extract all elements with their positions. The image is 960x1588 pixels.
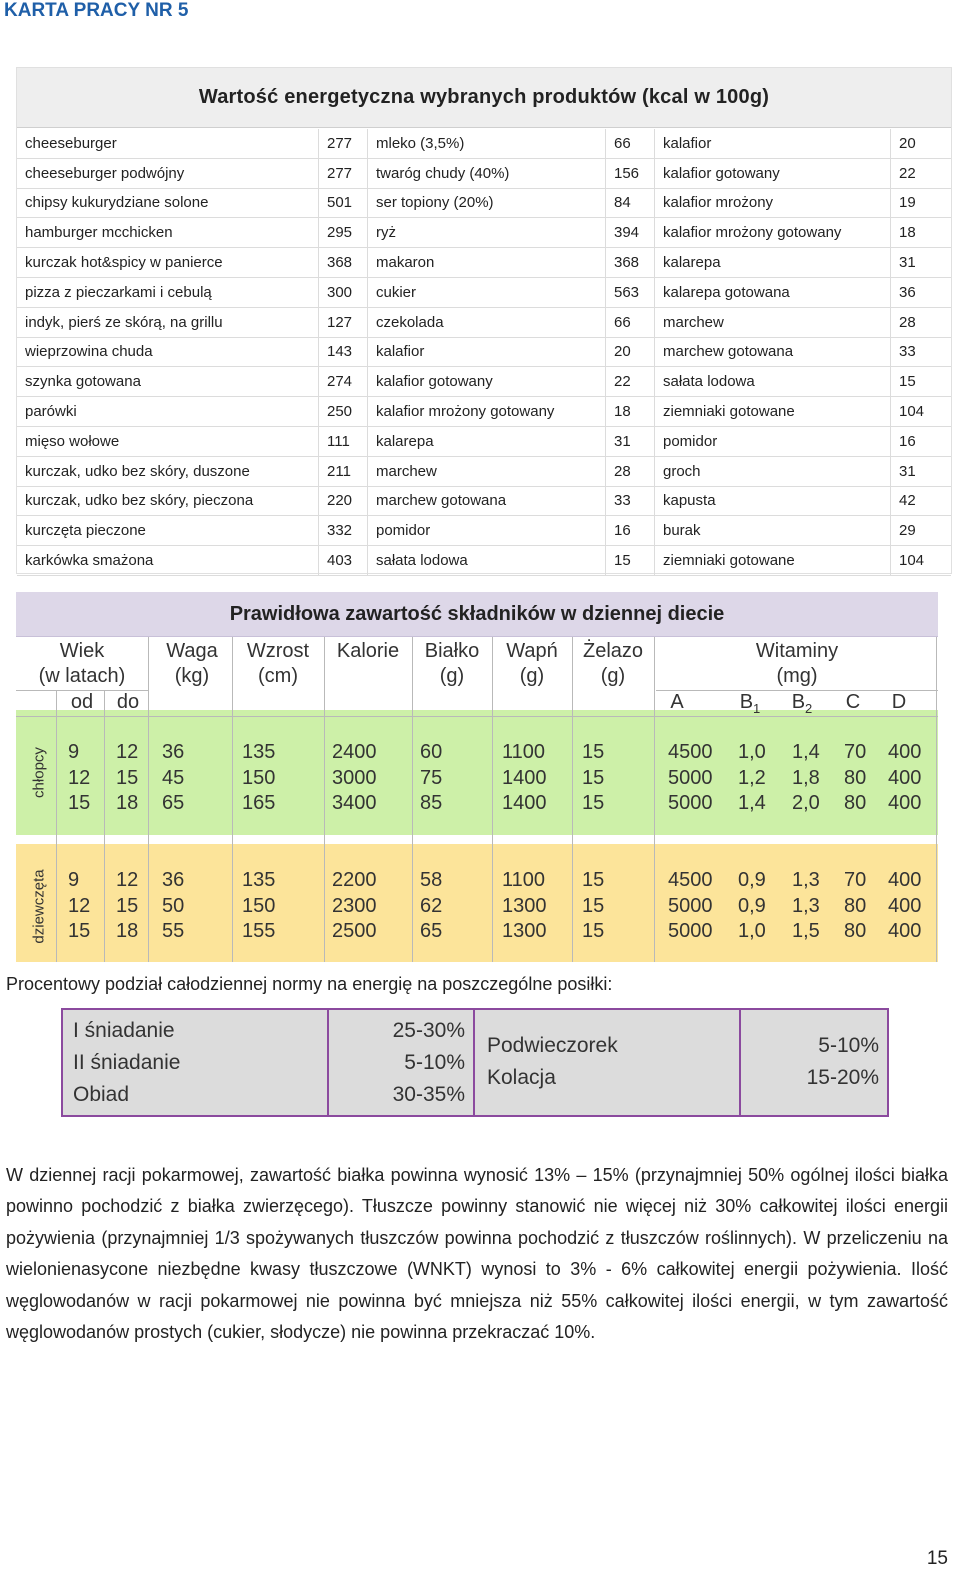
energy-table-header xyxy=(17,68,951,128)
value-column-vit-b2 xyxy=(792,868,820,945)
kcal-value: 211 xyxy=(319,457,368,486)
kcal-value: 19 xyxy=(899,194,916,212)
table-cell: 80 xyxy=(844,920,867,942)
kcal-value: 274 xyxy=(319,367,368,396)
value-column-iron xyxy=(582,740,604,817)
meals-left-values xyxy=(329,1015,465,1120)
value-column-age-from xyxy=(68,740,90,817)
header-age-line1: Wiek xyxy=(59,640,105,662)
table-cell: 3000 xyxy=(332,766,377,789)
product-name: cheeseburger xyxy=(17,129,319,158)
header-vitamins-line2: (mg) xyxy=(776,665,818,687)
product-name: ziemniaki gotowane xyxy=(655,397,891,426)
value-column-iron xyxy=(582,868,604,945)
header-age-to: do xyxy=(116,691,140,713)
band-gap xyxy=(16,835,938,844)
table-cell: 1,0 xyxy=(738,920,766,942)
table-cell: 0,9 xyxy=(738,894,766,917)
table-cell: 15 xyxy=(68,792,91,814)
grid-line xyxy=(324,637,325,962)
table-cell: 1,3 xyxy=(792,894,820,917)
table-cell: 5000 xyxy=(668,920,713,942)
header-vitamins xyxy=(656,639,938,689)
table-cell: 400 xyxy=(888,894,922,917)
table-cell: 400 xyxy=(888,766,922,789)
value-column-protein xyxy=(420,868,442,945)
product-name: indyk, pierś ze skórą, na grillu xyxy=(17,308,319,337)
table-cell: 135 xyxy=(242,741,276,763)
table-cell: 1400 xyxy=(502,792,547,814)
table-cell: 5000 xyxy=(668,766,713,789)
table-cell: 1300 xyxy=(502,894,547,917)
kcal-value: 28 xyxy=(606,457,655,486)
product-name: mięso wołowe xyxy=(17,427,319,456)
kcal-value: 394 xyxy=(606,218,655,247)
header-iron-line2: (g) xyxy=(600,665,626,687)
header-age xyxy=(16,639,148,689)
table-cell: 2,0 xyxy=(792,792,820,814)
kcal-value: 156 xyxy=(606,159,655,188)
value-column-calcium xyxy=(502,740,547,817)
header-vit-d: D xyxy=(891,691,907,713)
table-cell: 15 xyxy=(582,792,605,814)
table-cell: 2300 xyxy=(332,894,377,917)
table-row xyxy=(17,367,951,397)
value-column-age-to xyxy=(116,740,138,817)
table-cell: 15 xyxy=(116,766,139,789)
product-name: kalarepa xyxy=(655,248,891,277)
grid-line xyxy=(148,637,149,962)
table-cell: 165 xyxy=(242,792,276,814)
value-column-calcium xyxy=(502,868,547,945)
diet-table xyxy=(16,592,938,962)
table-cell: 1300 xyxy=(502,920,547,942)
table-row xyxy=(17,457,951,487)
product-name: chipsy kukurydziane solone xyxy=(17,189,319,218)
table-cell: 60 xyxy=(420,741,443,763)
kcal-value: 33 xyxy=(606,487,655,516)
table-cell: 2400 xyxy=(332,741,377,763)
table-row xyxy=(17,427,951,457)
kcal-value: 31 xyxy=(899,254,916,272)
table-cell: 15 xyxy=(582,894,605,917)
header-vit-c: C xyxy=(845,691,861,713)
meal-name: II śniadanie xyxy=(73,1051,181,1074)
energy-table-rows xyxy=(17,128,951,576)
product-name: cukier xyxy=(368,278,606,307)
meal-name: Obiad xyxy=(73,1083,130,1106)
product-name: marchew xyxy=(655,308,891,337)
grid-line xyxy=(232,637,233,962)
grid-line xyxy=(936,637,937,962)
table-cell: 1100 xyxy=(502,741,546,763)
table-cell: 3400 xyxy=(332,792,377,814)
product-name: pomidor xyxy=(368,516,606,545)
table-cell: 65 xyxy=(162,792,185,814)
value-column-vit-d xyxy=(888,740,921,817)
table-row xyxy=(17,397,951,427)
product-name: wieprzowina chuda xyxy=(17,338,319,367)
header-age-line2: (w latach) xyxy=(38,665,126,687)
product-name: kalarepa gotowana xyxy=(655,278,891,307)
table-row xyxy=(17,189,951,219)
product-name: kurczak hot&spicy w panierce xyxy=(17,248,319,277)
product-name: kalafior gotowany xyxy=(368,367,606,396)
product-name: kalafior xyxy=(368,338,606,367)
header-calcium xyxy=(492,639,572,689)
table-cell: 58 xyxy=(420,869,443,891)
product-name: ser topiony (20%) xyxy=(368,189,606,218)
meals-intro: Procentowy podział całodziennej normy na energię na poszczególne posiłki: xyxy=(6,974,613,994)
table-cell: 150 xyxy=(242,766,276,789)
grid-line xyxy=(492,637,493,962)
table-cell: 70 xyxy=(844,869,867,891)
header-weight xyxy=(152,639,232,689)
table-cell: 18 xyxy=(116,920,139,942)
product-name: kalafior mrożony gotowany xyxy=(655,218,891,247)
kcal-value: 368 xyxy=(319,248,368,277)
table-row xyxy=(17,338,951,368)
energy-table xyxy=(16,67,952,574)
table-cell: 135 xyxy=(242,869,276,891)
grid-line xyxy=(654,637,655,962)
kcal-value: 501 xyxy=(319,189,368,218)
kcal-value: 143 xyxy=(319,338,368,367)
product-name: groch xyxy=(655,457,891,486)
table-cell: 70 xyxy=(844,741,867,763)
table-cell: 80 xyxy=(844,792,867,814)
kcal-value: 295 xyxy=(319,218,368,247)
kcal-value: 22 xyxy=(899,164,916,182)
table-row xyxy=(17,248,951,278)
header-weight-line2: (kg) xyxy=(174,665,210,687)
table-cell: 65 xyxy=(420,920,443,942)
header-iron xyxy=(572,639,654,689)
kcal-value: 29 xyxy=(899,522,916,540)
product-name: marchew gotowana xyxy=(655,338,891,367)
kcal-value: 16 xyxy=(899,432,916,450)
kcal-value: 42 xyxy=(899,492,916,510)
meals-divider xyxy=(473,1010,475,1115)
table-cell: 1,4 xyxy=(738,792,766,814)
grid-line xyxy=(16,690,148,691)
page-number: 15 xyxy=(926,1548,948,1569)
table-cell: 15 xyxy=(582,741,605,763)
product-name: makaron xyxy=(368,248,606,277)
table-cell: 18 xyxy=(116,792,139,814)
table-cell: 400 xyxy=(888,920,922,942)
product-name: kapusta xyxy=(655,487,891,516)
header-vit-b1-sub: 1 xyxy=(753,701,761,716)
product-name: szynka gotowana xyxy=(17,367,319,396)
kcal-value: 36 xyxy=(899,283,916,301)
value-column-vit-d xyxy=(888,868,921,945)
table-cell: 155 xyxy=(242,920,276,942)
header-vitamins-line1: Witaminy xyxy=(755,640,839,662)
header-calories: Kalorie xyxy=(336,640,400,662)
header-weight-line1: Waga xyxy=(166,640,218,662)
kcal-value: 84 xyxy=(606,189,655,218)
table-cell: 5000 xyxy=(668,894,713,917)
table-cell: 9 xyxy=(68,741,80,763)
table-cell: 1,4 xyxy=(792,741,820,763)
table-cell: 1,8 xyxy=(792,766,820,789)
value-column-height xyxy=(242,868,275,945)
product-name: marchew xyxy=(368,457,606,486)
kcal-value: 18 xyxy=(899,224,916,242)
table-cell: 12 xyxy=(116,869,139,891)
kcal-value: 66 xyxy=(606,308,655,337)
table-cell: 15 xyxy=(116,894,139,917)
value-column-age-to xyxy=(116,868,138,945)
table-cell: 2200 xyxy=(332,869,377,891)
header-iron-line1: Żelazo xyxy=(582,640,644,662)
grid-line xyxy=(104,690,105,962)
table-row xyxy=(17,516,951,546)
table-row xyxy=(17,546,951,576)
table-cell: 45 xyxy=(162,766,185,789)
meal-value: 30-35% xyxy=(392,1083,465,1106)
table-row xyxy=(17,129,951,159)
diet-table-header xyxy=(16,592,938,637)
table-cell: 1400 xyxy=(502,766,547,789)
table-cell: 12 xyxy=(116,741,139,763)
table-row xyxy=(17,218,951,248)
product-name: marchew gotowana xyxy=(368,487,606,516)
header-calcium-line2: (g) xyxy=(519,665,545,687)
product-name: pomidor xyxy=(655,427,891,456)
product-name: kalarepa xyxy=(368,427,606,456)
boys-label: chłopcy xyxy=(30,747,48,798)
grid-line xyxy=(412,637,413,962)
product-name: sałata lodowa xyxy=(368,546,606,575)
kcal-value: 104 xyxy=(899,403,925,421)
value-column-vit-a xyxy=(668,740,713,817)
kcal-value: 127 xyxy=(319,308,368,337)
table-cell: 50 xyxy=(162,894,185,917)
table-cell: 150 xyxy=(242,894,276,917)
table-cell: 80 xyxy=(844,766,867,789)
grid-line xyxy=(56,690,57,962)
value-column-weight xyxy=(162,868,184,945)
table-cell: 5000 xyxy=(668,792,713,814)
table-cell: 80 xyxy=(844,894,867,917)
kcal-value: 368 xyxy=(606,248,655,277)
product-name: burak xyxy=(655,516,891,545)
meal-value: 5-10% xyxy=(818,1034,879,1057)
header-protein xyxy=(412,639,492,689)
kcal-value: 28 xyxy=(899,313,916,331)
kcal-value: 20 xyxy=(606,338,655,367)
product-name: kalafior xyxy=(655,129,891,158)
kcal-value: 563 xyxy=(606,278,655,307)
product-name: kalafior gotowany xyxy=(655,159,891,188)
product-name: ziemniaki gotowane xyxy=(655,546,891,575)
product-name: kalafior mrożony xyxy=(655,189,891,218)
kcal-value: 33 xyxy=(899,343,916,361)
product-name: mleko (3,5%) xyxy=(368,129,606,158)
table-row xyxy=(17,159,951,189)
girls-label: dziewczęta xyxy=(30,869,48,944)
grid-line xyxy=(572,637,573,962)
product-name: parówki xyxy=(17,397,319,426)
grid-line xyxy=(656,690,938,691)
table-cell: 2500 xyxy=(332,920,377,942)
kcal-value: 15 xyxy=(606,546,655,575)
value-column-calories xyxy=(332,740,377,817)
value-column-vit-a xyxy=(668,868,713,945)
table-cell: 15 xyxy=(582,869,605,891)
header-calcium-line1: Wapń xyxy=(506,640,558,662)
kcal-value: 104 xyxy=(899,552,925,570)
kcal-value: 277 xyxy=(319,159,368,188)
table-cell: 12 xyxy=(68,766,91,789)
table-cell: 1,2 xyxy=(738,766,766,789)
product-name: twaróg chudy (40%) xyxy=(368,159,606,188)
table-row xyxy=(17,487,951,517)
kcal-value: 277 xyxy=(319,129,368,158)
meal-value: 15-20% xyxy=(806,1066,879,1089)
table-cell: 12 xyxy=(68,894,91,917)
value-column-vit-c xyxy=(844,868,866,945)
table-cell: 15 xyxy=(582,766,605,789)
value-column-vit-b1 xyxy=(738,740,766,817)
kcal-value: 111 xyxy=(319,427,368,456)
value-column-vit-c xyxy=(844,740,866,817)
header-vit-a: A xyxy=(670,691,684,713)
table-cell: 1,3 xyxy=(792,869,820,891)
table-cell: 1100 xyxy=(502,869,546,891)
meals-right-values xyxy=(741,1030,879,1135)
meals-left-names xyxy=(73,1015,323,1120)
header-protein-line1: Białko xyxy=(424,640,480,662)
kcal-value: 16 xyxy=(606,516,655,545)
header-height-line1: Wzrost xyxy=(246,640,310,662)
kcal-value: 332 xyxy=(319,516,368,545)
table-cell: 9 xyxy=(68,869,80,891)
page-title: KARTA PRACY NR 5 xyxy=(4,0,189,21)
meal-name: Kolacja xyxy=(487,1066,556,1089)
table-cell: 1,5 xyxy=(792,920,820,942)
kcal-value: 20 xyxy=(899,134,916,152)
kcal-value: 31 xyxy=(606,427,655,456)
table-cell: 4500 xyxy=(668,869,713,891)
table-cell: 4500 xyxy=(668,741,713,763)
value-column-height xyxy=(242,740,275,817)
meal-name: I śniadanie xyxy=(73,1019,175,1042)
product-name: cheeseburger podwójny xyxy=(17,159,319,188)
table-cell: 36 xyxy=(162,869,185,891)
energy-table-title: Wartość energetyczna wybranych produktów (kcal w 100g) xyxy=(198,86,770,108)
header-height xyxy=(232,639,324,689)
table-cell: 15 xyxy=(68,920,91,942)
table-cell: 85 xyxy=(420,792,443,814)
header-vit-b2-letter: B xyxy=(791,691,806,713)
value-column-vit-b2 xyxy=(792,740,820,817)
product-name: kurczak, udko bez skóry, duszone xyxy=(17,457,319,486)
product-name: kurczęta pieczone xyxy=(17,516,319,545)
value-column-weight xyxy=(162,740,184,817)
value-column-age-from xyxy=(68,868,90,945)
product-name: kalafior mrożony gotowany xyxy=(368,397,606,426)
table-row xyxy=(17,278,951,308)
table-cell: 36 xyxy=(162,741,185,763)
meal-value: 5-10% xyxy=(404,1051,465,1074)
table-cell: 62 xyxy=(420,894,443,917)
kcal-value: 31 xyxy=(899,462,916,480)
kcal-value: 15 xyxy=(899,373,916,391)
value-column-protein xyxy=(420,740,442,817)
table-cell: 0,9 xyxy=(738,869,766,891)
kcal-value: 403 xyxy=(319,546,368,575)
kcal-value: 250 xyxy=(319,397,368,426)
header-age-from: od xyxy=(70,691,94,713)
table-cell: 400 xyxy=(888,741,922,763)
grid-line xyxy=(16,716,938,717)
nutrition-paragraph: W dziennej racji pokarmowej, zawartość białka powinna wynosić 13% – 15% (przynajmniej 50% ogólnej ilości białka powinno pochodzić z białka zwierzęcego). Tłuszcze powinny stanowić nie więcej niż 30% całkowitej ilości energii pożywienia (przynajmniej 1/3 spożywanych tłuszczów powinna pochodzić z tłuszczów roślinnych). W przeliczeniu na wielonienasycone niezbędne kwasy tłuszczowe (WNKT) wynosi to 3% - 6% całkowitej energii pożywienia. Ilość węglowodanów w racji pokarmowej nie powinna być mniejsza niż 55% całkowitej ilości energii, w tym zawartość węglowodanów prostych (cukier, słodycze) nie powinna przekraczać 10%. xyxy=(6,1165,948,1343)
meals-table xyxy=(61,1008,889,1117)
table-row xyxy=(17,308,951,338)
table-cell: 1,0 xyxy=(738,741,766,763)
kcal-value: 300 xyxy=(319,278,368,307)
product-name: hamburger mcchicken xyxy=(17,218,319,247)
product-name: karkówka smażona xyxy=(17,546,319,575)
kcal-value: 22 xyxy=(606,367,655,396)
header-vit-b2-sub: 2 xyxy=(805,701,813,716)
kcal-value: 220 xyxy=(319,487,368,516)
diet-table-title: Prawidłowa zawartość składników w dziennej diecie xyxy=(229,602,725,625)
product-name: ryż xyxy=(368,218,606,247)
kcal-value: 18 xyxy=(606,397,655,426)
product-name: kurczak, udko bez skóry, pieczona xyxy=(17,487,319,516)
value-column-vit-b1 xyxy=(738,868,766,945)
meals-right-names xyxy=(487,1030,727,1135)
table-cell: 400 xyxy=(888,792,922,814)
kcal-value: 66 xyxy=(606,129,655,158)
product-name: czekolada xyxy=(368,308,606,337)
table-cell: 75 xyxy=(420,766,443,789)
meal-name: Podwieczorek xyxy=(487,1034,618,1057)
header-height-line2: (cm) xyxy=(258,665,298,687)
meal-value: 25-30% xyxy=(392,1019,465,1042)
table-cell: 400 xyxy=(888,869,922,891)
header-vit-b1-letter: B xyxy=(739,691,754,713)
header-protein-line2: (g) xyxy=(439,665,465,687)
table-cell: 55 xyxy=(162,920,185,942)
value-column-calories xyxy=(332,868,377,945)
table-cell: 15 xyxy=(582,920,605,942)
product-name: pizza z pieczarkami i cebulą xyxy=(17,278,319,307)
product-name: sałata lodowa xyxy=(655,367,891,396)
